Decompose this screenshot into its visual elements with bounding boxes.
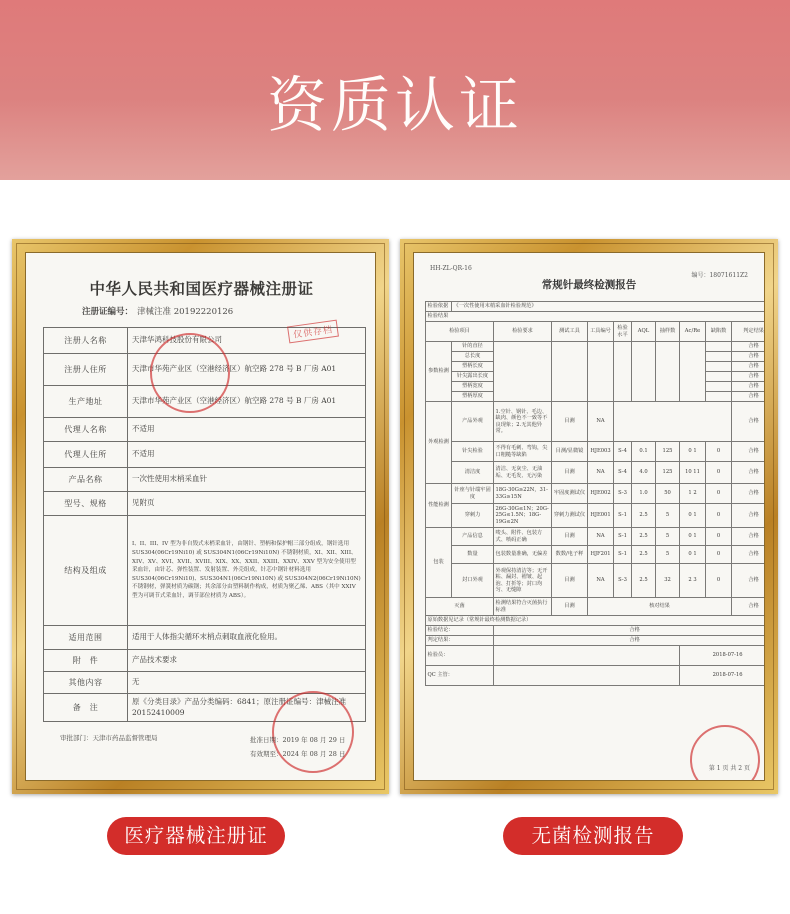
row-key: 代理人住所 bbox=[44, 442, 128, 468]
item-defects: 0 bbox=[706, 564, 732, 598]
item-tool-no: NA bbox=[588, 564, 614, 598]
inspector-signature bbox=[494, 646, 680, 666]
row-key: 型号、规格 bbox=[44, 492, 128, 516]
row-value: 产品技术要求 bbox=[128, 650, 366, 672]
item-result: 合格 bbox=[732, 442, 766, 462]
item-acre: 1 2 bbox=[680, 484, 706, 504]
col-header: 缺陷数 bbox=[706, 322, 732, 342]
item-tool-no: NA bbox=[588, 462, 614, 484]
item-result: 合格 bbox=[732, 484, 766, 504]
inspector-date: 2018-07-16 bbox=[680, 646, 766, 666]
col-header: 判定结果 bbox=[732, 322, 766, 342]
item-tool: 牢固度测试仪 bbox=[552, 484, 588, 504]
page-indicator: 第 1 页 共 2 页 bbox=[708, 765, 750, 772]
item-tool-no: HJE002 bbox=[588, 484, 614, 504]
item-result: 合格 bbox=[732, 564, 766, 598]
row-value: 一次性使用末梢采血针 bbox=[128, 468, 366, 492]
item-defects: 0 bbox=[706, 528, 732, 546]
reg-no-label: 注册证编号： bbox=[82, 307, 134, 317]
item-aql bbox=[632, 342, 656, 402]
table-row bbox=[426, 342, 766, 352]
item-tool-no: HJE001 bbox=[588, 504, 614, 528]
item-sample: 5 bbox=[656, 504, 680, 528]
group-label: 参数检测 bbox=[426, 342, 452, 402]
qc-label: QC 主管： bbox=[426, 666, 494, 686]
item-tool-no: HJE003 bbox=[588, 442, 614, 462]
item-tool-no: NA bbox=[588, 528, 614, 546]
item-sample: 5 bbox=[656, 528, 680, 546]
item-level: S-1 bbox=[614, 504, 632, 528]
row-value: 无 bbox=[128, 672, 366, 694]
item-acre: 2 3 bbox=[680, 564, 706, 598]
report-paper bbox=[413, 252, 765, 781]
archive-stamp: 仅供存档 bbox=[287, 320, 339, 344]
item-requirement: 外观保持清洁等；无开粘、漏封、褶皱、起泡、打折等；封口均匀、无缝隙 bbox=[494, 564, 552, 598]
item-name: 产品信息 bbox=[452, 528, 494, 546]
item-tool: 目测 bbox=[552, 564, 588, 598]
table-row bbox=[426, 626, 766, 636]
item-result: 合格 bbox=[732, 462, 766, 484]
item-tool: 目测 bbox=[552, 402, 588, 442]
col-header: AQL bbox=[632, 322, 656, 342]
table-row bbox=[426, 564, 766, 598]
item-name: 数量 bbox=[452, 546, 494, 564]
item-name: 针的直径 bbox=[452, 342, 494, 352]
row-value: 天津市华苑产业区（空港经济区）航空路 278 号 B 厂房 A01 bbox=[128, 386, 366, 418]
item-result: 合格 bbox=[732, 392, 766, 402]
certificate-paper bbox=[25, 252, 376, 781]
row-value: 天津华鸿科技股份有限公司 bbox=[128, 328, 366, 354]
item-level: S-4 bbox=[614, 462, 632, 484]
col-header: 检验项目 bbox=[426, 322, 494, 342]
row-key: 生产地址 bbox=[44, 386, 128, 418]
row-key: 产品名称 bbox=[44, 468, 128, 492]
row-value: 见附页 bbox=[128, 492, 366, 516]
item-tool: 数数/电子秤 bbox=[552, 546, 588, 564]
valid-until: 有效期至：2024 年 08 月 28 日 bbox=[250, 750, 346, 759]
official-seal bbox=[690, 725, 760, 781]
item-result: 合格 bbox=[732, 598, 766, 616]
item-blank bbox=[614, 402, 732, 442]
table-row bbox=[426, 442, 766, 462]
item-level: S-1 bbox=[614, 546, 632, 564]
item-requirement: 不得有毛刺、弯钩，尖口粗糙等缺陷 bbox=[494, 442, 552, 462]
table-row bbox=[426, 302, 766, 312]
group-label: 性能检测 bbox=[426, 484, 452, 528]
item-result: 合格 bbox=[732, 546, 766, 564]
item-defects: 0 bbox=[706, 484, 732, 504]
table-row bbox=[426, 312, 766, 322]
item-tool: 目测 bbox=[552, 462, 588, 484]
item-defects bbox=[706, 342, 732, 352]
basis-value: 《一次性使用末梢采血针检验规范》 bbox=[452, 302, 766, 312]
item-defects: 0 bbox=[706, 442, 732, 462]
row-value: I、II、III、IV 型为非自毁式末梢采血针，由钢针、塑柄和保护帽三部分组成，钢针选用 SUS304(06Cr19Ni10) 或 SUS304N1(06Cr19Ni10N) 不锈钢材质，XI、XII、XIII、XIV、XV、XVI、XVII、XVIII、XIX、XX、XXII、XXIII、XXIV、XXV 型为安全使用型采血针，由针芯、弹性装置、发射装置、外壳组成，针芯中钢针材料选用 SUS304(06Cr19Ni10)、SUS304N1(06Cr19Ni10N) 或 SUS304N2(06Cr19Ni10N) 不锈钢材，弹簧材质为碳钢；其余部分由塑料制作构成，材质为聚乙烯、ABS（其中 XXIV 型为可调节式采血针，调节部位材质为 ABS）。 bbox=[128, 516, 366, 626]
row-key: 适用范围 bbox=[44, 626, 128, 650]
issuing-authority: 审批部门：天津市药品监督管理局 bbox=[60, 734, 158, 742]
item-level: S-1 bbox=[614, 528, 632, 546]
table-row bbox=[426, 666, 766, 686]
item-defects bbox=[706, 382, 732, 392]
row-value: 不适用 bbox=[128, 418, 366, 442]
item-level: S-3 bbox=[614, 564, 632, 598]
item-name: 塑柄长度 bbox=[452, 362, 494, 372]
table-row bbox=[44, 386, 366, 418]
item-sample: 125 bbox=[656, 442, 680, 462]
item-result: 合格 bbox=[732, 504, 766, 528]
judge-label: 判定结果： bbox=[426, 636, 494, 646]
report-caption: 无菌检测报告 bbox=[503, 817, 683, 855]
item-tool: 目测 bbox=[552, 528, 588, 546]
row-key: 注册人名称 bbox=[44, 328, 128, 354]
table-row bbox=[426, 528, 766, 546]
group-label: 包装 bbox=[426, 528, 452, 598]
row-value: 天津市华苑产业区（空港经济区）航空路 278 号 B 厂房 A01 bbox=[128, 354, 366, 386]
row-key: 附 件 bbox=[44, 650, 128, 672]
item-defects bbox=[706, 392, 732, 402]
row-value: 适用于人体指尖循环末梢点刺取血液化验用。 bbox=[128, 626, 366, 650]
table-row bbox=[426, 504, 766, 528]
approval-date: 批准日期：2019 年 08 月 29 日 bbox=[250, 736, 346, 744]
item-result: 合格 bbox=[732, 528, 766, 546]
result-label: 检验结果 bbox=[426, 312, 766, 322]
item-tool: 目测/显微镜 bbox=[552, 442, 588, 462]
item-result: 合格 bbox=[732, 362, 766, 372]
item-requirement: 清洁、无灰尘、无油垢、无毛发、无污染 bbox=[494, 462, 552, 484]
item-name: 针尖露出长度 bbox=[452, 372, 494, 382]
report-title: 常规针最终检测报告 bbox=[541, 279, 637, 291]
qc-date: 2018-07-16 bbox=[680, 666, 766, 686]
col-header: 检验要求 bbox=[494, 322, 552, 342]
item-tool: 目测 bbox=[552, 598, 588, 616]
judge-value: 合格 bbox=[494, 636, 766, 646]
row-key: 代理人名称 bbox=[44, 418, 128, 442]
item-name: 针座与针端牢固度 bbox=[452, 484, 494, 504]
reference-note: 原始数据见记录（常规针最终检测数据记录） bbox=[426, 616, 766, 626]
certificate-dates bbox=[250, 733, 360, 762]
item-name: 灭菌 bbox=[426, 598, 494, 616]
item-name: 塑柄宽度 bbox=[452, 382, 494, 392]
table-row bbox=[44, 354, 366, 386]
report-frame bbox=[400, 239, 778, 794]
row-value: 不适用 bbox=[128, 442, 366, 468]
item-tool bbox=[552, 342, 588, 402]
item-tool-no: HJF201 bbox=[588, 546, 614, 564]
table-row bbox=[426, 546, 766, 564]
table-row bbox=[44, 672, 366, 694]
conclusion-value: 合格 bbox=[494, 626, 766, 636]
table-row bbox=[44, 418, 366, 442]
table-row bbox=[44, 626, 366, 650]
item-acre: 0 1 bbox=[680, 504, 706, 528]
item-aql: 4.0 bbox=[632, 462, 656, 484]
row-key: 结构及组成 bbox=[44, 516, 128, 626]
item-name: 塑柄厚度 bbox=[452, 392, 494, 402]
item-sample: 50 bbox=[656, 484, 680, 504]
col-header: 测试工具 bbox=[552, 322, 588, 342]
item-aql: 2.5 bbox=[632, 528, 656, 546]
table-row bbox=[44, 492, 366, 516]
table-row bbox=[426, 598, 766, 616]
table-row bbox=[44, 442, 366, 468]
certificate-title: 中华人民共和国医疗器械注册证 bbox=[89, 279, 314, 298]
item-name: 清洁度 bbox=[452, 462, 494, 484]
item-acre bbox=[680, 342, 706, 402]
col-header: 检验水平 bbox=[614, 322, 632, 342]
item-defects bbox=[706, 372, 732, 382]
table-row bbox=[44, 516, 366, 626]
certificate-reg-no bbox=[82, 305, 233, 317]
col-header: 工具编号 bbox=[588, 322, 614, 342]
certificate-table bbox=[43, 327, 366, 722]
table-row bbox=[426, 616, 766, 626]
item-requirement: 唛头、附件、包装方式、喷码正确 bbox=[494, 528, 552, 546]
item-requirement: 检测结果符合灭菌执行标准 bbox=[494, 598, 552, 616]
table-row bbox=[426, 402, 766, 442]
item-tool-no bbox=[588, 342, 614, 402]
report-table bbox=[425, 301, 765, 686]
qc-signature bbox=[494, 666, 680, 686]
item-result: 合格 bbox=[732, 402, 766, 442]
item-requirement: 26G-30G≤1N；20G-25G≤1.5N；18G-19G≤2N bbox=[494, 504, 552, 528]
item-name: 穿刺力 bbox=[452, 504, 494, 528]
table-row bbox=[426, 484, 766, 504]
item-level: S-3 bbox=[614, 484, 632, 504]
item-tool: 穿刺力测试仪 bbox=[552, 504, 588, 528]
item-aql: 2.5 bbox=[632, 564, 656, 598]
item-aql: 0.1 bbox=[632, 442, 656, 462]
item-defects bbox=[706, 352, 732, 362]
item-requirement bbox=[494, 342, 552, 402]
item-requirement: 18G-30G≥22N，31-33G≥15N bbox=[494, 484, 552, 504]
basis-label: 检验依据 bbox=[426, 302, 452, 312]
item-result: 合格 bbox=[732, 352, 766, 362]
item-acre: 0 1 bbox=[680, 528, 706, 546]
item-defects bbox=[706, 362, 732, 372]
col-header: 抽样数 bbox=[656, 322, 680, 342]
row-value: 原《分类目录》产品分类编码：6841；原注册证编号：津械注准 20152410009 bbox=[128, 694, 366, 722]
certificate-caption: 医疗器械注册证 bbox=[107, 817, 285, 855]
item-result: 合格 bbox=[732, 382, 766, 392]
inspector-label: 检验员： bbox=[426, 646, 494, 666]
table-row bbox=[44, 694, 366, 722]
row-key: 注册人住所 bbox=[44, 354, 128, 386]
table-row bbox=[426, 646, 766, 666]
col-header: Ac/Re bbox=[680, 322, 706, 342]
item-defects: 0 bbox=[706, 504, 732, 528]
report-code: HH-ZL-QR-16 bbox=[430, 265, 472, 272]
item-sample bbox=[656, 342, 680, 402]
certificate-footer bbox=[60, 733, 360, 759]
item-aql: 1.0 bbox=[632, 484, 656, 504]
item-aql: 2.5 bbox=[632, 546, 656, 564]
item-sample: 32 bbox=[656, 564, 680, 598]
page-title: 资质认证 bbox=[267, 71, 523, 141]
item-acre: 0 1 bbox=[680, 442, 706, 462]
item-result: 合格 bbox=[732, 342, 766, 352]
item-result: 合格 bbox=[732, 372, 766, 382]
item-level: S-4 bbox=[614, 442, 632, 462]
item-defects: 0 bbox=[706, 546, 732, 564]
table-row bbox=[426, 636, 766, 646]
item-name: 总长度 bbox=[452, 352, 494, 362]
reg-no-value: 津械注准 20192220126 bbox=[137, 307, 234, 317]
header-banner bbox=[0, 0, 790, 180]
certificate-frame bbox=[12, 239, 389, 794]
table-row bbox=[44, 650, 366, 672]
certificate-content bbox=[40, 265, 363, 772]
table-row bbox=[426, 462, 766, 484]
item-defects: 0 bbox=[706, 462, 732, 484]
table-row bbox=[44, 468, 366, 492]
group-label: 外观检测 bbox=[426, 402, 452, 484]
item-sample: 125 bbox=[656, 462, 680, 484]
conclusion-label: 检验结论： bbox=[426, 626, 494, 636]
item-requirement: 包装数量准确，无偏差 bbox=[494, 546, 552, 564]
item-acre: 0 1 bbox=[680, 546, 706, 564]
table-row bbox=[426, 322, 766, 342]
item-level bbox=[614, 342, 632, 402]
item-name: 针尖检验 bbox=[452, 442, 494, 462]
item-aql: 2.5 bbox=[632, 504, 656, 528]
item-tool-no: 核对结果 bbox=[588, 598, 732, 616]
item-acre: 10 11 bbox=[680, 462, 706, 484]
item-requirement: 1.空针、钢针、毛边、缺肉、颜色不一致等不良现象；2.无其他异常。 bbox=[494, 402, 552, 442]
item-name: 产品外观 bbox=[452, 402, 494, 442]
item-name: 封口外观 bbox=[452, 564, 494, 598]
report-number: 编号：18071611Z2 bbox=[691, 272, 748, 279]
row-key: 备 注 bbox=[44, 694, 128, 722]
row-key: 其他内容 bbox=[44, 672, 128, 694]
item-tool-no: NA bbox=[588, 402, 614, 442]
item-sample: 5 bbox=[656, 546, 680, 564]
